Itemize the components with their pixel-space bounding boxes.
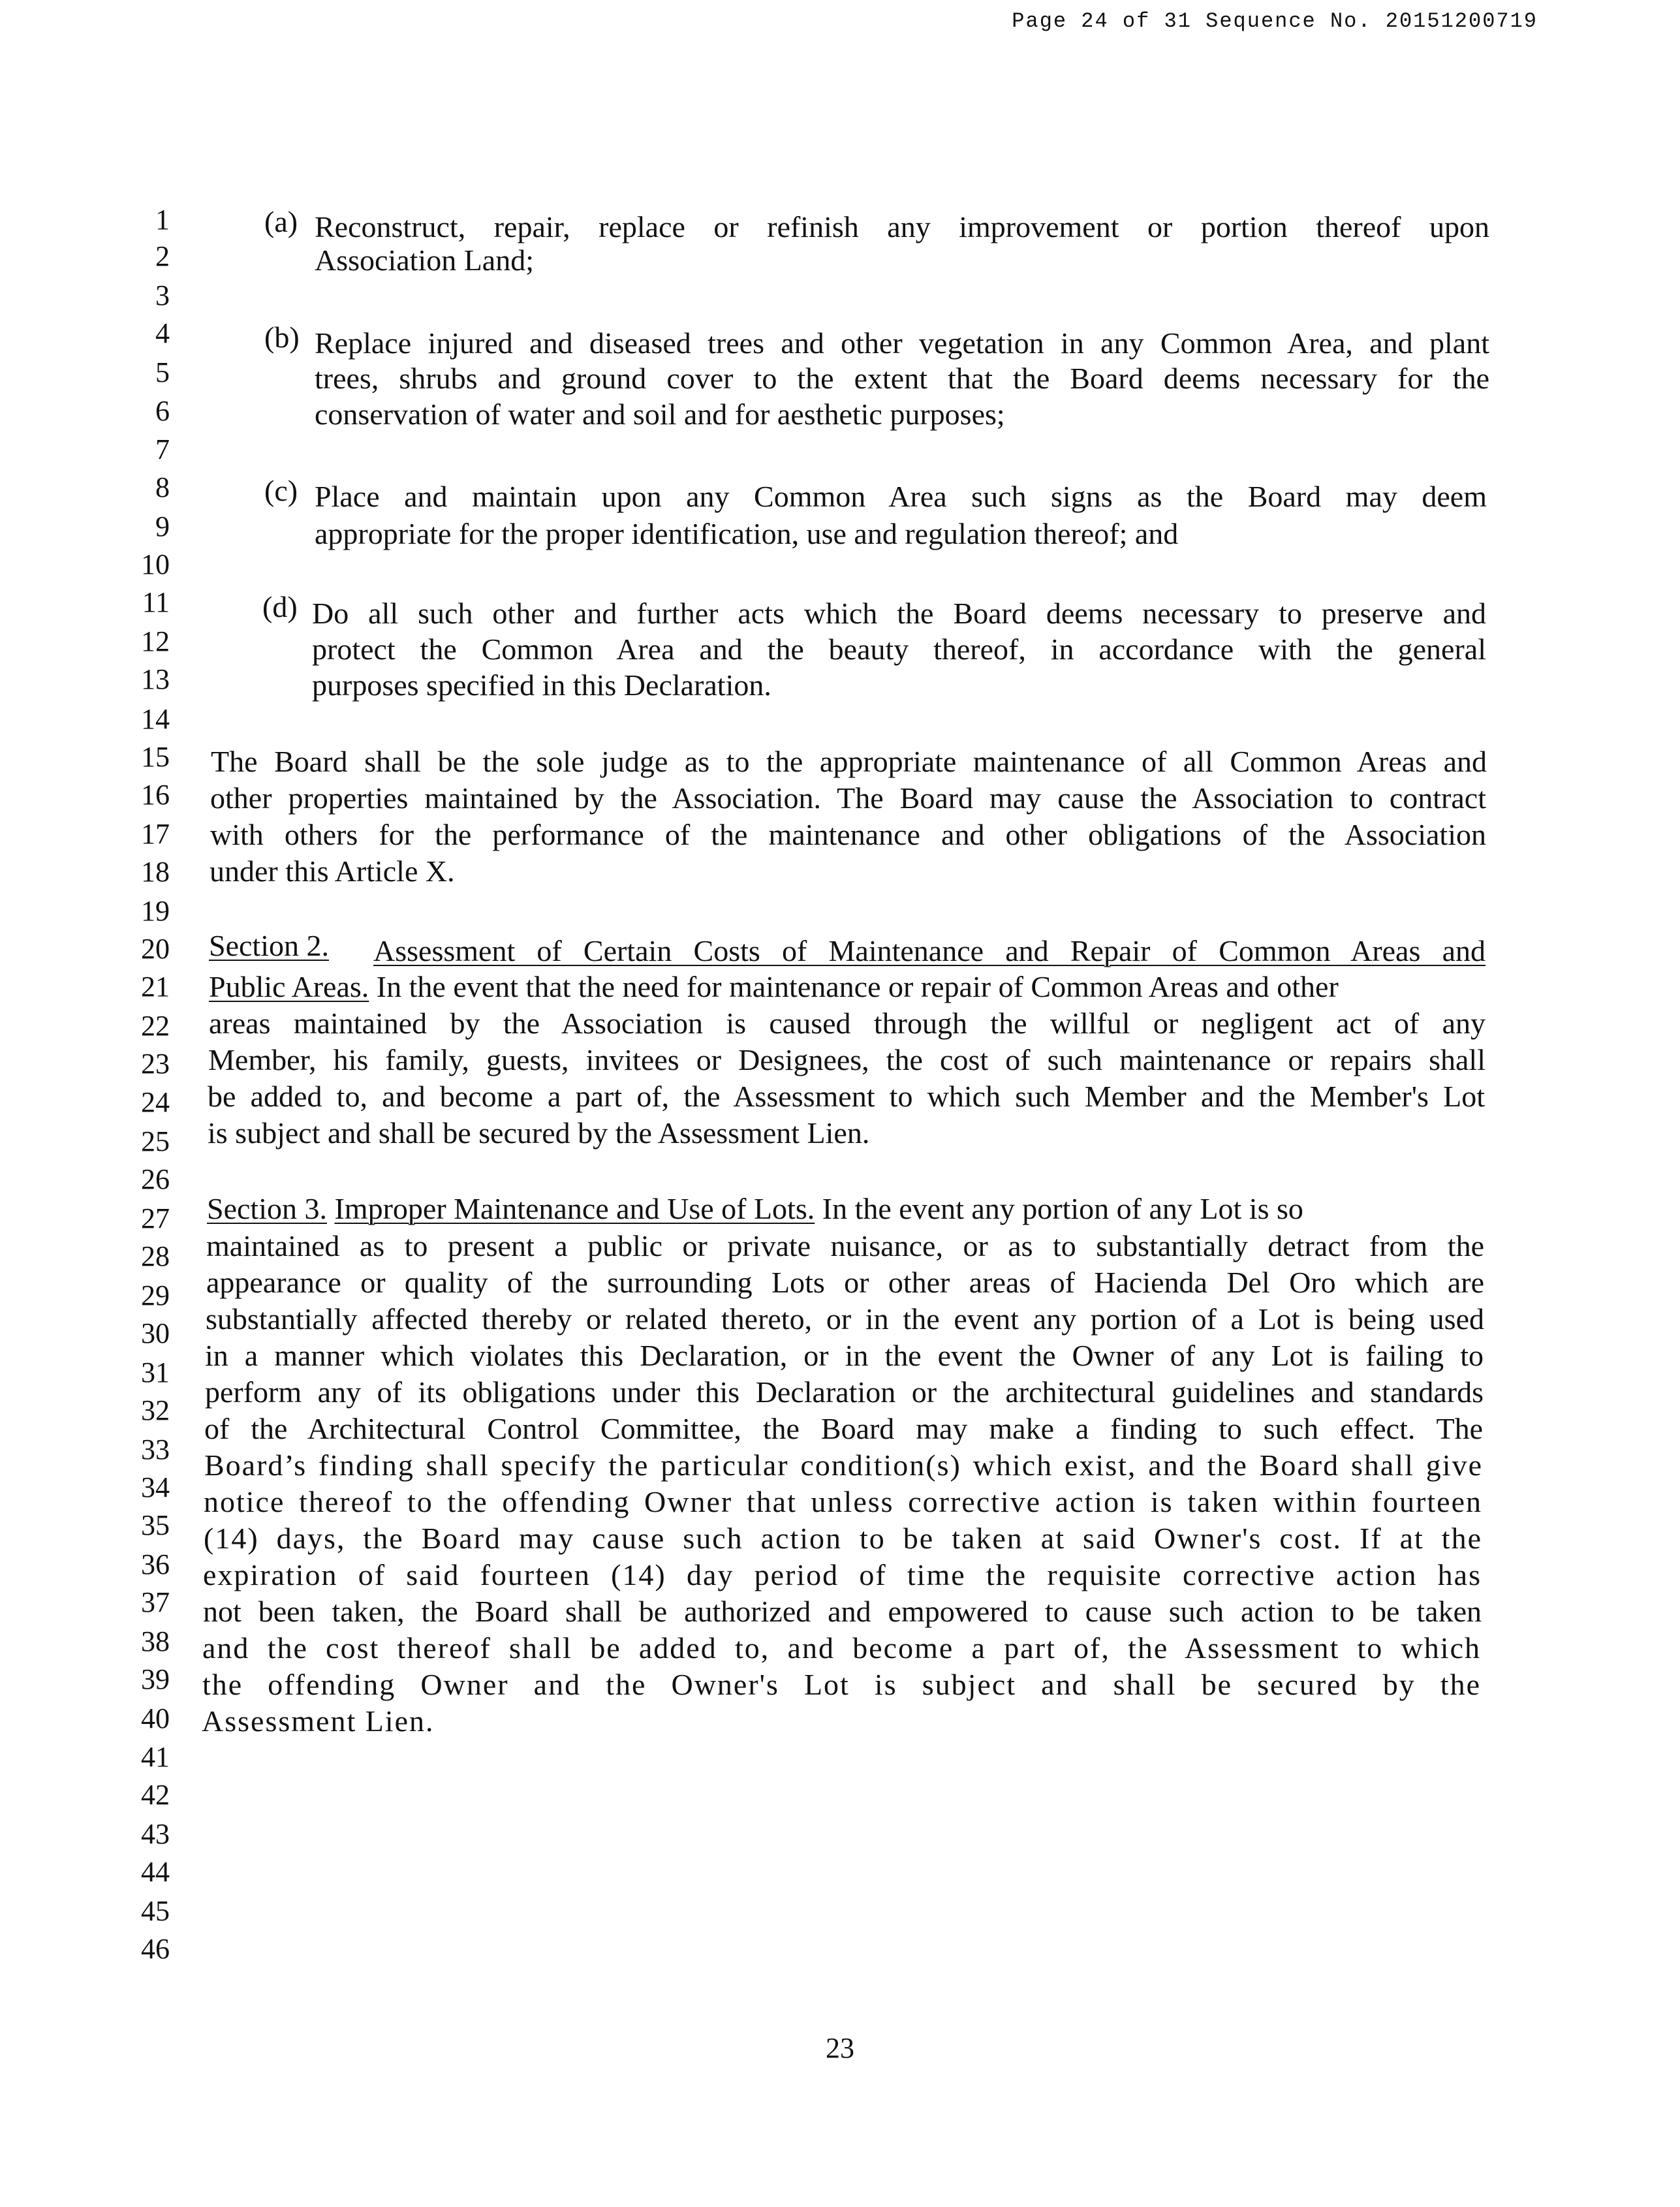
item-marker: (c)	[264, 474, 298, 507]
line-number: 11	[142, 586, 170, 618]
paragraph-line: under this Article X.	[210, 854, 455, 888]
line-number: 14	[141, 703, 170, 735]
line-number: 27	[141, 1202, 170, 1234]
section-title: Improper Maintenance and Use of Lots.	[334, 1192, 815, 1225]
item-marker: (b)	[264, 321, 300, 354]
section-title: Assessment of Certain Costs of Maintenance and Repair of Common Areas and	[373, 934, 1486, 967]
section-text: In the event any portion of any Lot is so	[815, 1192, 1303, 1225]
section-3-line: (14) days, the Board may cause such action to be taken at said Owner's cost. If at the	[204, 1522, 1482, 1555]
line-number: 39	[141, 1663, 170, 1695]
line-number: 21	[141, 971, 170, 1003]
line-number: 44	[141, 1856, 170, 1888]
section-2-title-line	[373, 936, 1486, 966]
paragraph-line: with others for the performance of the maintenance and other obligations of the Association	[210, 818, 1486, 851]
section-3-line: the offending Owner and the Owner's Lot is subject and shall be secured by the	[202, 1668, 1481, 1701]
paragraph-line: other properties maintained by the Association. The Board may cause the Association to contract	[210, 781, 1486, 815]
section-3-line	[207, 1194, 1485, 1224]
item-text-line: conservation of water and soil and for aesthetic purposes;	[315, 398, 1005, 431]
line-number: 22	[141, 1010, 170, 1042]
section-3-line: Board’s finding shall specify the particular condition(s) which exist, and the Board shall give	[204, 1448, 1483, 1482]
page-header: Page 24 of 31 Sequence No. 20151200719	[1012, 9, 1538, 33]
line-number: 5	[155, 356, 170, 388]
section-2-line: areas maintained by the Association is caused through the willful or negligent act of any	[209, 1007, 1486, 1040]
page-number: 23	[826, 2032, 854, 2064]
line-number: 45	[141, 1895, 170, 1927]
section-2-line	[209, 972, 1486, 1002]
section-text: In the event that the need for maintenance or repair of Common Areas and other	[369, 970, 1339, 1003]
line-number: 20	[141, 933, 170, 965]
section-2-line: is subject and shall be secured by the Assessment Lien.	[208, 1116, 870, 1150]
line-number: 30	[141, 1317, 170, 1349]
section-2-line: Member, his family, guests, invitees or Designees, the cost of such maintenance or repairs shall	[208, 1043, 1486, 1076]
item-text-line: protect the Common Area and the beauty thereof, in accordance with the general	[312, 633, 1486, 666]
line-number: 8	[155, 471, 170, 503]
line-number: 24	[141, 1086, 170, 1118]
section-3-line: Assessment Lien.	[202, 1704, 435, 1738]
line-number: 41	[141, 1741, 170, 1773]
line-number: 15	[141, 741, 170, 773]
line-number: 3	[155, 279, 170, 311]
line-number: 7	[155, 433, 170, 465]
line-number: 2	[155, 240, 170, 272]
item-text-line: trees, shrubs and ground cover to the extent that the Board deems necessary for the	[315, 362, 1489, 395]
section-label: Section 3.	[207, 1192, 327, 1225]
line-number: 42	[141, 1779, 170, 1811]
line-number: 25	[141, 1125, 170, 1157]
item-marker: (a)	[264, 205, 298, 238]
item-text-line: Association Land;	[315, 243, 534, 277]
item-text-line: Reconstruct, repair, replace or refinish any improvement or portion thereof upon	[315, 210, 1489, 243]
section-3-line: in a manner which violates this Declaration, or in the event the Owner of any Lot is failing to	[205, 1339, 1484, 1372]
line-number: 4	[155, 317, 170, 349]
line-number: 12	[141, 625, 170, 657]
line-number: 19	[141, 895, 170, 927]
line-number: 46	[141, 1933, 170, 1965]
section-label: Section 2.	[209, 929, 329, 962]
section-3-line: perform any of its obligations under this Declaration or the architectural guidelines and standards	[205, 1375, 1484, 1409]
line-number: 28	[141, 1240, 170, 1272]
line-number: 16	[141, 779, 170, 811]
paragraph-line: The Board shall be the sole judge as to the appropriate maintenance of all Common Areas and	[211, 745, 1487, 778]
line-number: 40	[141, 1702, 170, 1734]
item-text-line: appropriate for the proper identification, use and regulation thereof; and	[315, 517, 1179, 550]
section-3-line: notice thereof to the offending Owner that unless corrective action is taken within fourteen	[204, 1485, 1482, 1518]
item-text-line: Place and maintain upon any Common Area such signs as the Board may deem	[315, 480, 1487, 513]
section-3-line: substantially affected thereby or related thereto, or in the event any portion of a Lot is being used	[206, 1302, 1484, 1336]
line-number: 35	[141, 1509, 170, 1541]
line-number: 37	[141, 1586, 170, 1618]
section-3-line: of the Architectural Control Committee, the Board may make a finding to such effect. The	[204, 1412, 1483, 1445]
section-3-line: maintained as to present a public or private nuisance, or as to substantially detract from the	[206, 1229, 1484, 1262]
section-3-line: appearance or quality of the surrounding Lots or other areas of Hacienda Del Oro which are	[206, 1266, 1484, 1299]
line-number: 32	[141, 1394, 170, 1426]
section-title: Public Areas.	[209, 970, 369, 1003]
line-number: 1	[155, 204, 170, 236]
line-number: 36	[141, 1548, 170, 1580]
line-number: 23	[141, 1048, 170, 1080]
section-3-line: expiration of said fourteen (14) day period of time the requisite corrective action has	[203, 1558, 1482, 1591]
section-2-label	[209, 931, 329, 961]
line-number: 10	[141, 548, 170, 580]
line-number: 26	[141, 1163, 170, 1195]
item-text-line: Do all such other and further acts which the Board deems necessary to preserve and	[312, 597, 1486, 630]
line-number: 17	[141, 818, 170, 850]
line-number: 33	[141, 1433, 170, 1465]
line-number: 29	[141, 1279, 170, 1311]
line-number: 9	[155, 510, 170, 542]
section-3-line: not been taken, the Board shall be authorized and empowered to cause such action to be taken	[203, 1595, 1482, 1628]
item-marker: (d)	[262, 590, 298, 623]
item-text-line: purposes specified in this Declaration.	[312, 668, 771, 702]
item-text-line: Replace injured and diseased trees and other vegetation in any Common Area, and plant	[315, 326, 1489, 360]
section-3-line: and the cost thereof shall be added to, and become a part of, the Assessment to which	[202, 1631, 1481, 1665]
line-number: 13	[141, 663, 170, 695]
line-number: 31	[141, 1356, 170, 1388]
line-number: 34	[141, 1471, 170, 1503]
line-number: 6	[155, 395, 170, 427]
section-2-line: be added to, and become a part of, the Assessment to which such Member and the Member's Lot	[208, 1080, 1485, 1113]
line-number: 18	[141, 856, 170, 888]
line-number: 38	[141, 1625, 170, 1657]
line-number: 43	[141, 1818, 170, 1850]
